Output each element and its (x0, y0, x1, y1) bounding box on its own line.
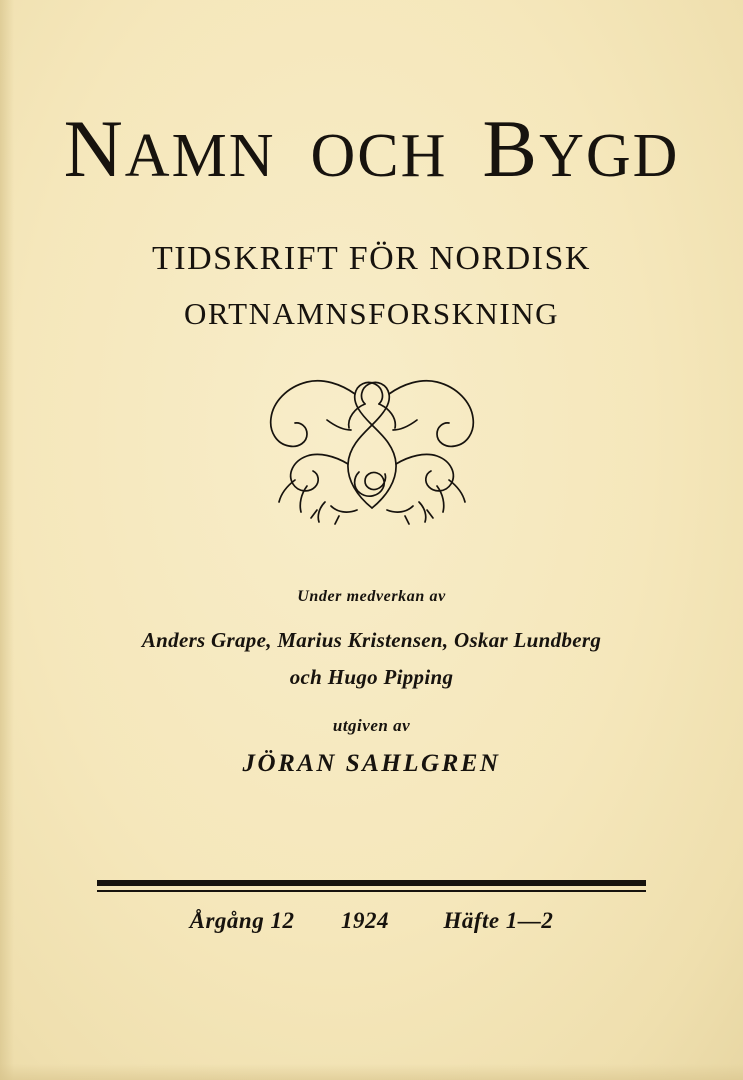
divider-rules (97, 880, 646, 892)
issue-volume: Årgång 12 (189, 908, 295, 933)
credits-lead: Under medverkan av (297, 588, 446, 605)
subtitle-line-2: ORTNAMNSFORSKNING (183, 296, 560, 331)
divider-thin (97, 890, 646, 892)
title-word1-capital: N (63, 103, 125, 194)
title-word3-capital: B (482, 103, 540, 194)
title-word2: OCH (310, 122, 448, 190)
ornament-flourish-icon (0, 360, 743, 525)
editor-name: JÖRAN SAHLGREN (242, 750, 501, 777)
credits-block (0, 588, 743, 778)
title-word1-rest: AMN (124, 122, 276, 190)
contributors-line-1: Anders Grape, Marius Kristensen, Oskar Lundberg (141, 628, 602, 652)
title-word3-rest: YGD (539, 122, 680, 190)
contributors-line-2: och Hugo Pipping (289, 665, 454, 689)
issue-info (0, 908, 743, 934)
issue-number: Häfte 1—2 (443, 908, 554, 933)
published-by-label: utgiven av (332, 716, 411, 735)
subtitle-line-1: TIDSKRIFT FÖR NORDISK (152, 240, 591, 277)
page-title (0, 103, 743, 194)
divider-thick (97, 880, 646, 886)
issue-year: 1924 (340, 908, 389, 933)
